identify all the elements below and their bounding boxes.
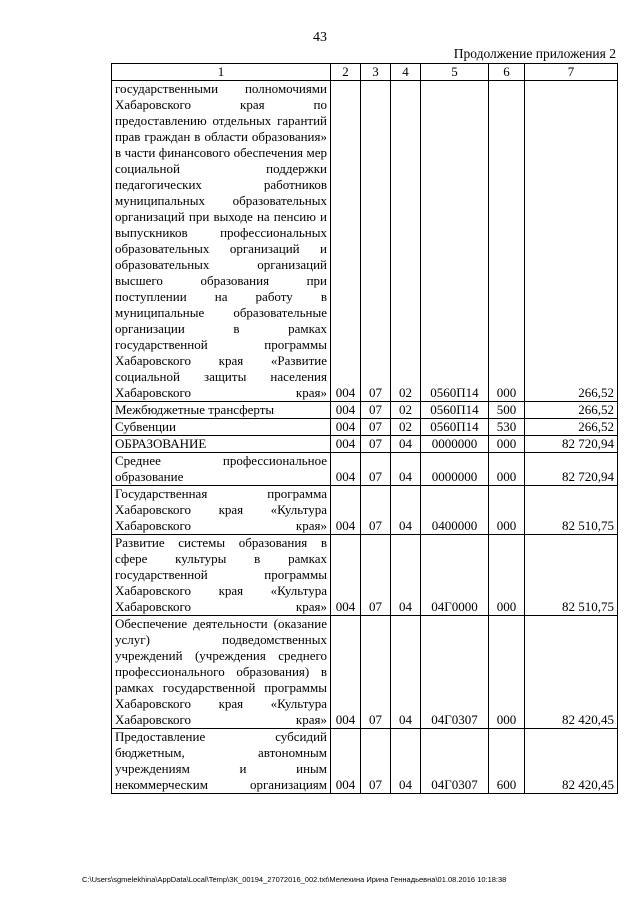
table-row [112, 729, 618, 794]
row-target-code: 0560П14 [421, 402, 489, 419]
row-expense-type: 500 [489, 402, 525, 419]
row-expense-type: 000 [489, 453, 525, 486]
row-subsection-code: 04 [391, 486, 421, 535]
row-ministry-code: 004 [331, 486, 361, 535]
row-amount: 82 420,45 [525, 729, 618, 794]
row-target-code: 04Г0000 [421, 535, 489, 616]
row-subsection-code: 04 [391, 729, 421, 794]
column-header-2: 2 [331, 64, 361, 81]
row-section-code: 07 [361, 402, 391, 419]
row-expense-type: 000 [489, 616, 525, 729]
table-row [112, 402, 618, 419]
header-row [112, 64, 618, 81]
row-ministry-code: 004 [331, 453, 361, 486]
row-expense-type: 600 [489, 729, 525, 794]
row-expense-type: 530 [489, 419, 525, 436]
row-name: Государственная программа Хабаровского края «Культура Хабаровского края» [112, 486, 331, 535]
row-section-code: 07 [361, 419, 391, 436]
row-name: государственными полномочиями Хабаровского края по предоставлению отдельных гарантий прав граждан в области образования» в части финансового обеспечения мер социальной поддержки педагогических работников муниципальных образовательных организаций при выходе на пенсию и выпускников профессиональных образовательных организаций и образовательных организаций высшего образования при поступлении на работу в муниципальные образовательные организации в рамках государственной программы Хабаровского края «Развитие социальной защиты населения Хабаровского края» [112, 81, 331, 402]
row-section-code: 07 [361, 453, 391, 486]
row-amount: 82 510,75 [525, 535, 618, 616]
table-row [112, 616, 618, 729]
row-subsection-code: 04 [391, 535, 421, 616]
row-amount: 266,52 [525, 81, 618, 402]
row-subsection-code: 02 [391, 81, 421, 402]
row-amount: 266,52 [525, 402, 618, 419]
row-section-code: 07 [361, 616, 391, 729]
row-target-code: 0560П14 [421, 81, 489, 402]
table-row [112, 436, 618, 453]
table-row [112, 486, 618, 535]
row-amount: 82 420,45 [525, 616, 618, 729]
column-header-3: 3 [361, 64, 391, 81]
row-name: Развитие системы образования в сфере культуры в рамках государственной программы Хабаровского края «Культура Хабаровского края» [112, 535, 331, 616]
page-number: 43 [313, 30, 327, 45]
row-subsection-code: 02 [391, 402, 421, 419]
row-ministry-code: 004 [331, 436, 361, 453]
continuation-caption: Продолжение приложения 2 [453, 46, 616, 61]
column-header-6: 6 [489, 64, 525, 81]
table-row [112, 419, 618, 436]
row-amount: 82 720,94 [525, 436, 618, 453]
row-target-code: 04Г0307 [421, 729, 489, 794]
budget-table [111, 63, 618, 794]
row-name: Предоставление субсидий бюджетным, автономным учреждениям и иным некоммерческим организациям [112, 729, 331, 794]
row-target-code: 0000000 [421, 436, 489, 453]
column-header-4: 4 [391, 64, 421, 81]
row-section-code: 07 [361, 436, 391, 453]
row-name: ОБРАЗОВАНИЕ [112, 436, 331, 453]
row-name: Субвенции [112, 419, 331, 436]
row-name: Обеспечение деятельности (оказание услуг) подведомственных учреждений (учреждения среднего профессионального образования) в рамках государственной программы Хабаровского края «Культура Хабаровского края» [112, 616, 331, 729]
table-row [112, 81, 618, 402]
row-subsection-code: 04 [391, 436, 421, 453]
row-name: Среднее профессиональное образование [112, 453, 331, 486]
row-target-code: 0560П14 [421, 419, 489, 436]
row-amount: 266,52 [525, 419, 618, 436]
row-ministry-code: 004 [331, 419, 361, 436]
column-header-5: 5 [421, 64, 489, 81]
row-section-code: 07 [361, 81, 391, 402]
row-amount: 82 720,94 [525, 453, 618, 486]
table-row [112, 535, 618, 616]
row-ministry-code: 004 [331, 729, 361, 794]
column-header-7: 7 [525, 64, 618, 81]
row-target-code: 04Г0307 [421, 616, 489, 729]
column-header-1: 1 [112, 64, 331, 81]
row-ministry-code: 004 [331, 81, 361, 402]
row-subsection-code: 02 [391, 419, 421, 436]
row-section-code: 07 [361, 535, 391, 616]
row-target-code: 0000000 [421, 453, 489, 486]
row-target-code: 0400000 [421, 486, 489, 535]
row-expense-type: 000 [489, 535, 525, 616]
row-amount: 82 510,75 [525, 486, 618, 535]
row-ministry-code: 004 [331, 616, 361, 729]
row-subsection-code: 04 [391, 616, 421, 729]
row-expense-type: 000 [489, 436, 525, 453]
row-section-code: 07 [361, 486, 391, 535]
table-row [112, 453, 618, 486]
row-subsection-code: 04 [391, 453, 421, 486]
row-ministry-code: 004 [331, 535, 361, 616]
row-ministry-code: 004 [331, 402, 361, 419]
row-expense-type: 000 [489, 81, 525, 402]
row-name: Межбюджетные трансферты [112, 402, 331, 419]
row-expense-type: 000 [489, 486, 525, 535]
file-path-footer: C:\Users\sgmelekhina\AppData\Local\Temp\ЗК_00194_27072016_002.txt\Мелехина Ирина Геннадьевна\01.08.2016 10:18:38 [82, 875, 507, 884]
row-section-code: 07 [361, 729, 391, 794]
